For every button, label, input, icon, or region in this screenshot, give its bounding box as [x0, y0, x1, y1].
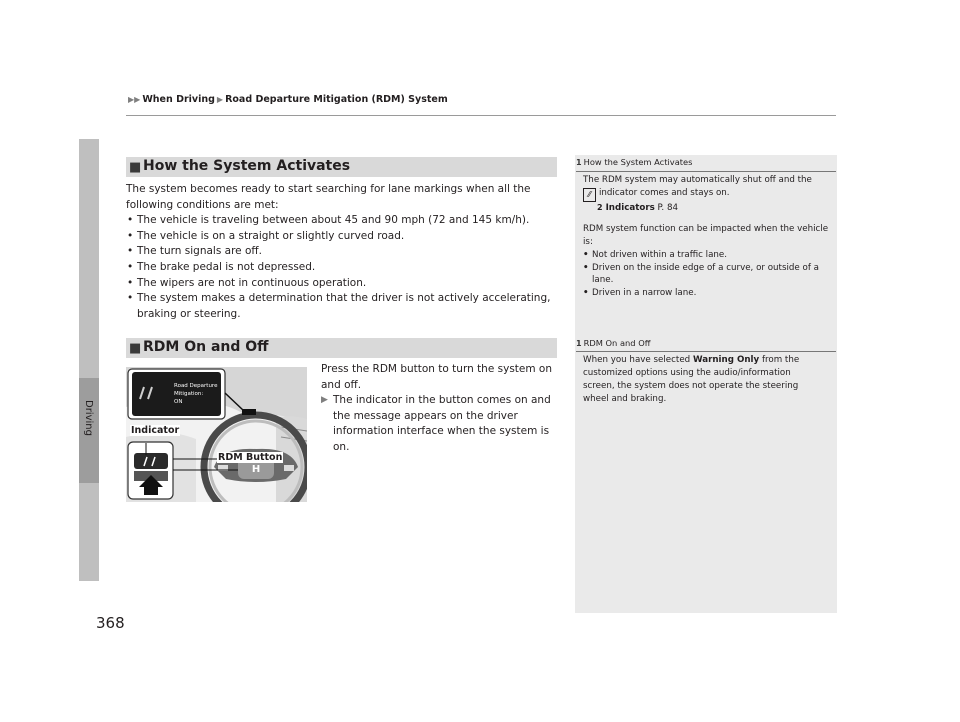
list-item: • The brake pedal is not depressed.: [126, 260, 556, 276]
note1-body: The RDM system may automatically shut off and the ⁄⁄ indicator comes and stays on. 2 Indicators P. 84 RDM system function can be impacted when the vehicle is: • Not driven within a traffic lane. • Driven on the inside edge of a curve, or outside of a lane. • Driven in a narrow lane.: [583, 174, 833, 300]
list-item: • Not driven within a traffic lane.: [583, 249, 833, 262]
section-title: RDM On and Off: [143, 339, 269, 355]
side-tab-label: Driving: [83, 400, 94, 436]
note-divider: [576, 351, 836, 352]
breadcrumb: [126, 94, 448, 105]
reference-arrow-icon: 2: [597, 202, 603, 212]
list-item: • The turn signals are off.: [126, 244, 556, 260]
side-tab: [79, 139, 99, 581]
display-line-3: ON: [174, 399, 183, 405]
section1-body: [126, 182, 556, 322]
display-line-1: Road Departure: [174, 383, 218, 389]
note-number-icon: 1: [576, 339, 582, 348]
note-heading-rdm-on-off: 1 RDM On and Off: [576, 338, 651, 348]
breadcrumb-arrow-icon: ▶: [216, 95, 224, 104]
note-number-icon: 1: [576, 158, 582, 167]
note-divider: [576, 171, 836, 172]
section2-result: ▶ The indicator in the button comes on and the message appears on the driver information interface when the system is on.: [321, 394, 551, 453]
list-item: • Driven in a narrow lane.: [583, 287, 833, 300]
square-bullet-icon: ■: [129, 160, 142, 175]
list-item: • The vehicle is on a straight or slightly curved road.: [126, 229, 556, 245]
result-arrow-icon: ▶: [321, 395, 328, 405]
square-bullet-icon: ■: [129, 341, 142, 356]
conditions-list: [126, 213, 556, 322]
note-heading-how-system-activates: 1 How the System Activates: [576, 157, 693, 167]
rdm-button-callout: RDM Button: [218, 452, 283, 463]
header-divider: [126, 115, 836, 116]
svg-text:H: H: [251, 464, 261, 475]
indicator-callout: Indicator: [131, 425, 180, 436]
note1-list: [583, 249, 833, 301]
list-item: • Driven on the inside edge of a curve, or outside of a lane.: [583, 262, 833, 288]
section-header-rdm-on-off: [126, 338, 557, 358]
breadcrumb-arrow-icon: ▶▶: [128, 95, 141, 104]
note1-reference[interactable]: 2 Indicators P. 84: [597, 202, 679, 213]
section-header-how-system-activates: [126, 157, 557, 177]
rdm-indicator-icon: ⁄⁄: [583, 188, 596, 202]
page-number: 368: [96, 614, 125, 632]
note2-body: When you have selected Warning Only from the customized options using the audio/information screen, the system does not operate the steering wheel and braking.: [583, 355, 800, 404]
breadcrumb-item-when-driving: When Driving: [142, 94, 215, 105]
section1-intro: The system becomes ready to start searching for lane markings when all the following conditions are met:: [126, 183, 531, 211]
list-item: • The wipers are not in continuous operation.: [126, 276, 556, 292]
section2-instruction: Press the RDM button to turn the system on and off.: [321, 363, 553, 391]
section-title: How the System Activates: [143, 158, 351, 174]
breadcrumb-item-rdm: Road Departure Mitigation (RDM) System: [225, 94, 448, 105]
display-line-2: Mitigation:: [174, 391, 204, 397]
list-item: • The vehicle is traveling between about 45 and 90 mph (72 and 145 km/h).: [126, 213, 556, 229]
list-item: • The system makes a determination that the driver is not actively accelerating, braking or steering.: [126, 291, 556, 322]
